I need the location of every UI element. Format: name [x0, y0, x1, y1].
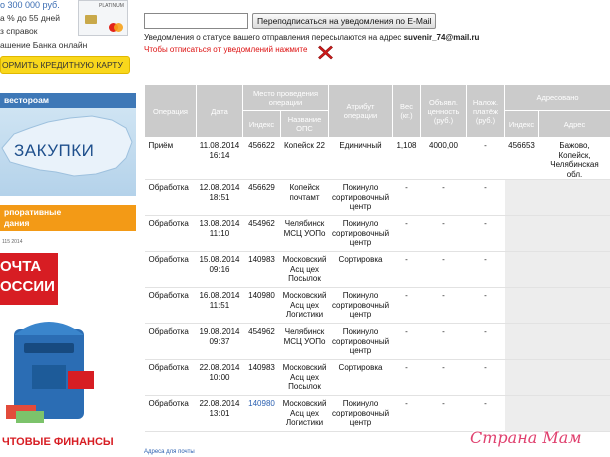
cell-index: 456629	[243, 180, 281, 216]
cell-attribute: Покинуло сортировочный центр	[329, 180, 393, 216]
cell-operation: Обработка	[145, 324, 197, 360]
table-row	[145, 396, 610, 432]
table-row	[145, 324, 610, 360]
cell-operation: Обработка	[145, 252, 197, 288]
cell-addr	[539, 324, 610, 360]
cell-index: 456622	[243, 138, 281, 180]
cell-attribute: Покинуло сортировочный центр	[329, 396, 393, 432]
site-watermark: Страна Мам	[470, 428, 582, 447]
cell-addr-index	[505, 396, 539, 432]
cell-addr	[539, 180, 610, 216]
table-row	[145, 216, 610, 252]
left-sidebar	[0, 0, 136, 457]
cell-attribute: Единичный	[329, 138, 393, 180]
cell-date: 12.08.2014 18:51	[197, 180, 243, 216]
header-addr-address: Адрес	[539, 111, 610, 138]
cell-index: 140980	[243, 288, 281, 324]
cell-ops-name: Московский Асц цех Посылок	[281, 360, 329, 396]
cell-addr	[539, 360, 610, 396]
cell-ops-name: Копейск 22	[281, 138, 329, 180]
cell-addr	[539, 288, 610, 324]
cell-date: 15.08.2014 09:16	[197, 252, 243, 288]
cell-index: 454962	[243, 216, 281, 252]
cell-attribute: Покинуло сортировочный центр	[329, 216, 393, 252]
cell-index: 140983	[243, 252, 281, 288]
cell-cod: -	[467, 288, 505, 324]
cell-addr	[539, 252, 610, 288]
post-ad-date: 115 2014	[2, 239, 23, 245]
email-input[interactable]	[144, 13, 248, 29]
table-row	[145, 288, 610, 324]
cell-ops-name: Копейск почтамт	[281, 180, 329, 216]
mailbox-icon	[6, 309, 98, 425]
bank-ad-line-amount: о 300 000 руб.	[0, 0, 60, 10]
cell-cod: -	[467, 396, 505, 432]
header-date: Дата	[197, 85, 243, 138]
cell-operation: Обработка	[145, 288, 197, 324]
cell-weight: -	[393, 180, 421, 216]
cell-operation: Обработка	[145, 180, 197, 216]
cell-addr	[539, 396, 610, 432]
cell-declared-value: -	[421, 180, 467, 216]
cell-declared-value: -	[421, 324, 467, 360]
cell-weight: -	[393, 216, 421, 252]
cell-cod: -	[467, 252, 505, 288]
cell-ops-name: Челябинск МСЦ УОПо	[281, 324, 329, 360]
cell-declared-value: 4000,00	[421, 138, 467, 180]
cell-date: 16.08.2014 11:51	[197, 288, 243, 324]
bank-ad-line-grace: а % до 55 дней	[0, 13, 61, 23]
cell-date: 22.08.2014 13:01	[197, 396, 243, 432]
addresses-link[interactable]: Адреса для почты	[144, 449, 195, 455]
card-chip-icon	[85, 15, 97, 24]
bank-credit-ad[interactable]	[0, 0, 136, 84]
bank-ad-line-docs: з справок	[0, 26, 38, 36]
header-location: Место проведения операции	[243, 85, 329, 111]
header-operation: Операция	[145, 85, 197, 138]
cell-date: 11.08.2014 16:14	[197, 138, 243, 180]
cell-ops-name: Московский Асц цех Логистики	[281, 396, 329, 432]
unsubscribe-row	[144, 45, 307, 61]
cell-addr: Бажово, Копейск, Челябинская обл.	[539, 138, 610, 180]
table-row	[145, 138, 610, 180]
bank-ad-line-online: ашение Банка онлайн	[0, 40, 88, 50]
cell-ops-name: Челябинск МСЦ УОПо	[281, 216, 329, 252]
russian-post-ad[interactable]	[0, 231, 136, 457]
cell-addr-index	[505, 216, 539, 252]
purchases-label: ЗАКУПКИ	[14, 141, 95, 160]
cell-index: 140983	[243, 360, 281, 396]
cell-declared-value: -	[421, 216, 467, 252]
cell-attribute: Покинуло сортировочный центр	[329, 288, 393, 324]
post-ad-title: ОЧТА ОССИИ	[0, 258, 55, 295]
credit-card-image	[78, 0, 128, 36]
header-addr-index: Индекс	[505, 111, 539, 138]
cell-addr-index	[505, 360, 539, 396]
cell-date: 22.08.2014 10:00	[197, 360, 243, 396]
resubscribe-button[interactable]: Переподписаться на уведомления по E-Mail	[252, 13, 436, 29]
cell-addr-index	[505, 252, 539, 288]
header-weight: Вес (кг.)	[393, 85, 421, 138]
cell-weight: -	[393, 252, 421, 288]
cell-weight: 1,108	[393, 138, 421, 180]
cell-ops-name: Московский Асц цех Посылок	[281, 252, 329, 288]
cell-addr-index	[505, 324, 539, 360]
cell-index: 454962	[243, 324, 281, 360]
cell-weight: -	[393, 324, 421, 360]
cell-cod: -	[467, 324, 505, 360]
header-attribute: Атрибут операции	[329, 85, 393, 138]
notice-email-address: suvenir_74@mail.ru	[403, 33, 480, 42]
tracking-table-body	[145, 138, 610, 432]
cell-date: 19.08.2014 09:37	[197, 324, 243, 360]
cell-weight: -	[393, 288, 421, 324]
notice-text: Уведомления о статусе вашего отправления пересылаются на адрес	[144, 33, 404, 42]
cell-attribute: Покинуло сортировочный центр	[329, 324, 393, 360]
table-row	[145, 360, 610, 396]
apply-credit-card-button[interactable]: ОРМИТЬ КРЕДИТНУЮ КАРТУ	[0, 56, 130, 74]
cell-date: 13.08.2014 11:10	[197, 216, 243, 252]
cell-declared-value: -	[421, 288, 467, 324]
cell-weight: -	[393, 396, 421, 432]
cell-addr-index: 456653	[505, 138, 539, 180]
header-cod: Налож. платёж (руб.)	[467, 85, 505, 138]
cell-cod: -	[467, 216, 505, 252]
cell-operation: Обработка	[145, 360, 197, 396]
cell-declared-value: -	[421, 252, 467, 288]
cell-operation: Приём	[145, 138, 197, 180]
cell-cod: -	[467, 138, 505, 180]
cell-declared-value: -	[421, 396, 467, 432]
unsubscribe-text: Чтобы отписаться от уведомлений нажмите	[144, 45, 308, 54]
header-ops-name: Название ОПС	[281, 111, 329, 138]
post-finance-label: ЧТОВЫЕ ФИНАНСЫ	[2, 436, 114, 448]
cell-addr-index	[505, 180, 539, 216]
cell-ops-name: Московский Асц цех Логистики	[281, 288, 329, 324]
close-x-icon[interactable]	[317, 44, 334, 61]
header-addressed: Адресовано	[505, 85, 610, 111]
table-row	[145, 180, 610, 216]
cell-attribute: Сортировка	[329, 252, 393, 288]
tracking-main	[144, 0, 610, 457]
cell-cod: -	[467, 360, 505, 396]
cell-attribute: Сортировка	[329, 360, 393, 396]
corporate-publications-link[interactable]: рпоративные дания	[0, 205, 136, 231]
cell-operation: Обработка	[145, 396, 197, 432]
purchases-banner[interactable]	[0, 108, 136, 196]
cell-weight: -	[393, 360, 421, 396]
cell-operation: Обработка	[145, 216, 197, 252]
cell-index: 140980	[243, 396, 281, 432]
table-row	[145, 252, 610, 288]
mastercard-logo-icon	[109, 23, 123, 32]
notification-notice	[144, 33, 479, 42]
cell-cod: -	[467, 180, 505, 216]
cell-addr	[539, 216, 610, 252]
investors-section-link[interactable]: вестороам	[0, 93, 136, 108]
card-platinum-label: PLATINUM	[99, 3, 124, 9]
header-index: Индекс	[243, 111, 281, 138]
header-declared-value: Объявл. ценность (руб.)	[421, 85, 467, 138]
cell-declared-value: -	[421, 360, 467, 396]
cell-addr-index	[505, 288, 539, 324]
tracking-table	[144, 84, 610, 432]
